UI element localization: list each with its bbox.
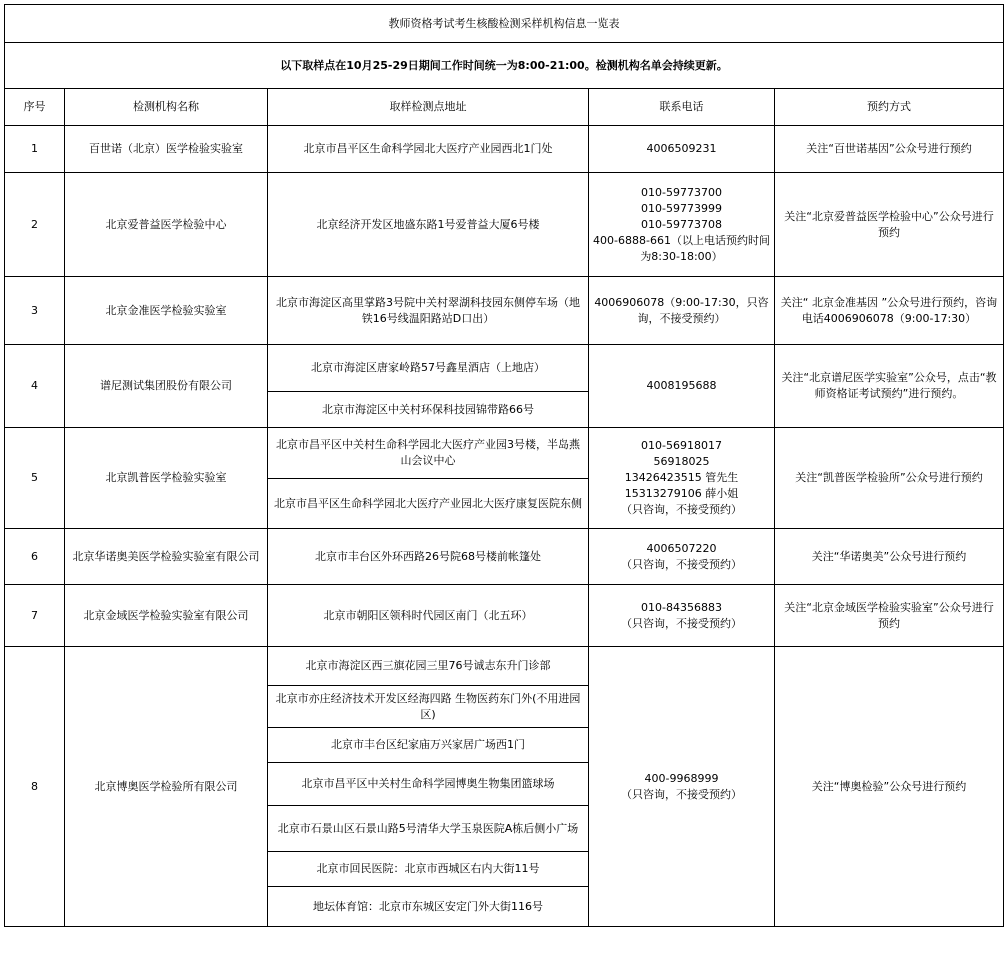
table-title: 教师资格考试考生核酸检测采样机构信息一览表 <box>5 5 1004 43</box>
header-sampling-address: 取样检测点地址 <box>268 89 589 126</box>
phone-line: 4008195688 <box>646 379 717 392</box>
table-row <box>5 126 1004 173</box>
table-row <box>5 277 1004 345</box>
phone-line: 400-6888-661（以上电话预约时间为8:30-18:00） <box>593 233 770 263</box>
row-number-cell: 6 <box>5 529 65 585</box>
phone-line: 010-59773700 <box>641 185 722 199</box>
row-number-cell: 1 <box>5 126 65 173</box>
contact-phone-cell <box>589 173 775 277</box>
sampling-address-cell: 北京市昌平区生命科学园北大医疗产业园北大医疗康复医院东侧 <box>268 479 589 529</box>
booking-method-cell: 关注“北京谱尼医学实验室”公众号，点击“教师资格证考试预约”进行预约。 <box>775 345 1004 428</box>
table-row <box>5 585 1004 647</box>
phone-line: 13426423515 管先生 <box>624 471 739 484</box>
booking-method-cell: 关注“凯普医学检验所”公众号进行预约 <box>775 428 1004 529</box>
contact-phone-cell <box>589 126 775 173</box>
sampling-address-cell: 北京市海淀区中关村环保科技园锦带路66号 <box>268 392 589 428</box>
row-number-cell: 3 <box>5 277 65 345</box>
header-contact-phone: 联系电话 <box>589 89 775 126</box>
institution-name-cell: 北京爱普益医学检验中心 <box>65 173 268 277</box>
table-row <box>5 529 1004 585</box>
phone-line: 010-59773708 <box>641 217 722 231</box>
info-table <box>4 4 1004 927</box>
phone-line: 010-56918017 <box>641 439 722 452</box>
sampling-address-cell: 北京市亦庄经济技术开发区经海四路 生物医药东门外(不用进园区) <box>268 686 589 728</box>
institution-name-cell: 谱尼测试集团股份有限公司 <box>65 345 268 428</box>
sampling-address-cell: 地坛体育馆：北京市东城区安定门外大街116号 <box>268 887 589 927</box>
table-row <box>5 345 1004 392</box>
institution-name-cell: 百世诺（北京）医学检验实验室 <box>65 126 268 173</box>
contact-phone-cell <box>589 277 775 345</box>
booking-method-cell: 关注“ 北京金准基因 ”公众号进行预约，咨询电话4006906078（9:00-17:30） <box>775 277 1004 345</box>
phone-line: 010-59773999 <box>641 201 722 215</box>
contact-phone-cell <box>589 428 775 529</box>
phone-line: 56918025 <box>653 455 710 468</box>
sampling-address-cell: 北京市海淀区高里掌路3号院中关村翠湖科技园东侧停车场（地铁16号线温阳路站D口出） <box>268 277 589 345</box>
phone-line: 4006509231 <box>646 142 717 155</box>
booking-method-cell: 关注“百世诺基因”公众号进行预约 <box>775 126 1004 173</box>
institution-name-cell: 北京金域医学检验实验室有限公司 <box>65 585 268 647</box>
sampling-address-cell: 北京市石景山区石景山路5号清华大学玉泉医院A栋后侧小广场 <box>268 806 589 852</box>
contact-phone-cell <box>589 647 775 927</box>
sampling-address-cell: 北京市海淀区西三旗花园三里76号诚志东升门诊部 <box>268 647 589 686</box>
sampling-address-cell: 北京市丰台区纪家庙万兴家居广场西1门 <box>268 728 589 763</box>
header-institution-name: 检测机构名称 <box>65 89 268 126</box>
phone-line: 4006507220 <box>646 541 717 555</box>
phone-line: （只咨询，不接受预约） <box>621 616 742 630</box>
header-booking-method: 预约方式 <box>775 89 1004 126</box>
sampling-address-cell: 北京经济开发区地盛东路1号爱普益大厦6号楼 <box>268 173 589 277</box>
phone-line: 010-84356883 <box>641 600 722 614</box>
header-row <box>5 89 1004 126</box>
institution-name-cell: 北京华诺奥美医学检验实验室有限公司 <box>65 529 268 585</box>
notice-text: 以下取样点在10月25-29日期间工作时间统一为8:00-21:00。检测机构名单会持续更新。 <box>5 43 1004 89</box>
contact-phone-cell <box>589 529 775 585</box>
sampling-address-cell: 北京市朝阳区领科时代园区南门（北五环） <box>268 585 589 647</box>
sampling-address-cell: 北京市回民医院：北京市西城区右内大街11号 <box>268 852 589 887</box>
phone-line: 15313279106 薛小姐 <box>624 487 739 500</box>
institution-name-cell: 北京博奥医学检验所有限公司 <box>65 647 268 927</box>
row-number-cell: 4 <box>5 345 65 428</box>
table-row <box>5 428 1004 479</box>
table-row <box>5 173 1004 277</box>
phone-line: 400-9968999 <box>644 771 719 785</box>
sampling-address-cell: 北京市昌平区中关村生命科学园博奥生物集团篮球场 <box>268 763 589 806</box>
phone-line: 4006906078（9:00-17:30，只咨询，不接受预约） <box>594 295 769 325</box>
sampling-address-cell: 北京市昌平区生命科学园北大医疗产业园西北1门处 <box>268 126 589 173</box>
institution-name-cell: 北京金准医学检验实验室 <box>65 277 268 345</box>
contact-phone-cell <box>589 345 775 428</box>
sampling-address-cell: 北京市丰台区外环西路26号院68号楼前帐篷处 <box>268 529 589 585</box>
row-number-cell: 2 <box>5 173 65 277</box>
phone-line: （只咨询，不接受预约） <box>621 557 742 571</box>
contact-phone-cell <box>589 585 775 647</box>
header-no: 序号 <box>5 89 65 126</box>
table-row <box>5 647 1004 686</box>
booking-method-cell: 关注“北京金域医学检验实验室”公众号进行预约 <box>775 585 1004 647</box>
row-number-cell: 7 <box>5 585 65 647</box>
sampling-address-cell: 北京市海淀区唐家岭路57号鑫星酒店（上地店） <box>268 345 589 392</box>
booking-method-cell: 关注“博奥检验”公众号进行预约 <box>775 647 1004 927</box>
row-number-cell: 8 <box>5 647 65 927</box>
institution-name-cell: 北京凯普医学检验实验室 <box>65 428 268 529</box>
row-number-cell: 5 <box>5 428 65 529</box>
booking-method-cell: 关注“北京爱普益医学检验中心”公众号进行预约 <box>775 173 1004 277</box>
phone-line: （只咨询，不接受预约） <box>621 787 742 801</box>
sampling-address-cell: 北京市昌平区中关村生命科学园北大医疗产业园3号楼，半岛燕山会议中心 <box>268 428 589 479</box>
phone-line: （只咨询，不接受预约） <box>621 503 742 516</box>
booking-method-cell: 关注“华诺奥美”公众号进行预约 <box>775 529 1004 585</box>
